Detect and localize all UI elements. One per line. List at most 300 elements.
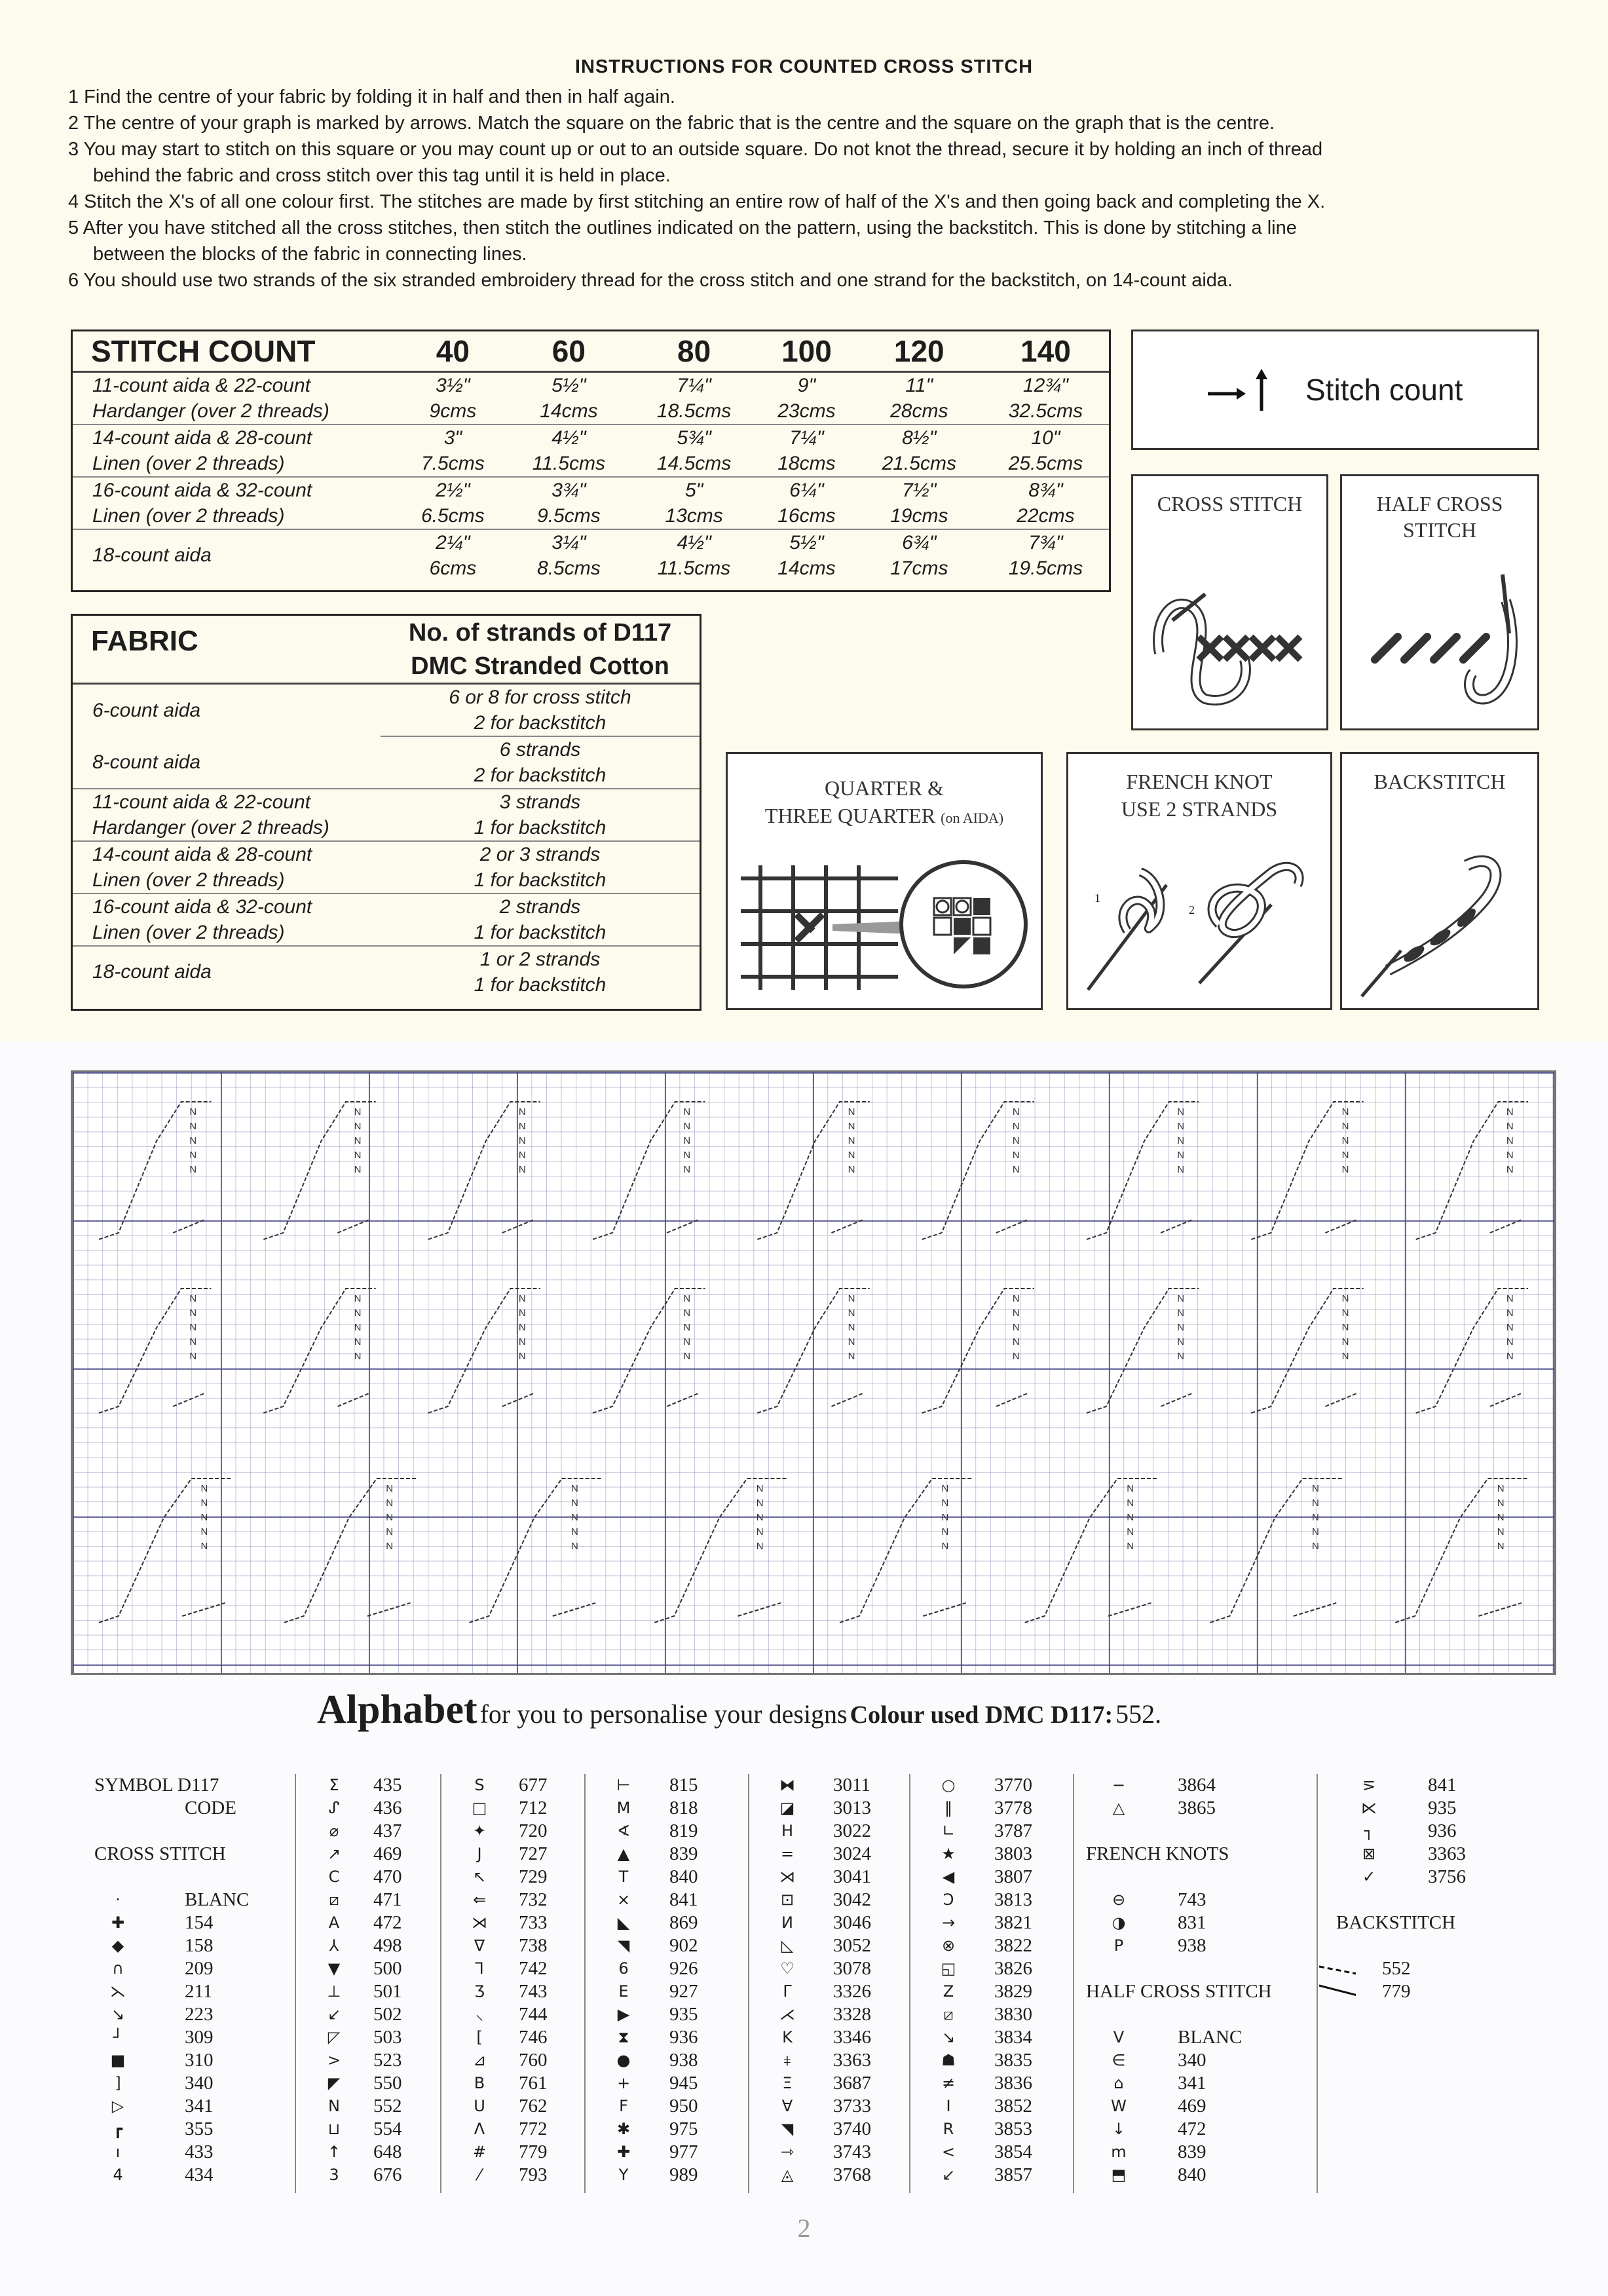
key-header-row — [1073, 1980, 1317, 2003]
key-symbol-icon: H — [781, 1822, 794, 1840]
stitch-symbol: N — [518, 1121, 526, 1132]
cell: 3¼" — [552, 531, 586, 554]
key-row — [295, 1911, 440, 1934]
key-symbol-icon: ⇐ — [472, 1891, 487, 1909]
key-symbol-icon: ◆ — [111, 1936, 124, 1955]
key-symbol-icon: ◥ — [617, 1936, 630, 1955]
cell: 14cms — [507, 398, 631, 424]
key-row — [440, 1820, 584, 1843]
stitch-symbol: N — [1127, 1512, 1134, 1523]
key-symbol-icon: □ — [472, 1799, 487, 1817]
key-symbol-icon: 6 — [618, 1959, 629, 1978]
key-symbol-icon: J — [477, 1845, 482, 1863]
table-row — [73, 789, 700, 815]
key-row — [295, 1774, 440, 1797]
key-header-row — [85, 1797, 295, 1820]
key-symbol-icon: ◺ — [781, 1936, 794, 1955]
stitch-symbol: N — [1012, 1322, 1020, 1333]
key-symbol-icon: ↗ — [327, 1845, 341, 1863]
key-row — [85, 2141, 295, 2164]
table-row — [73, 894, 700, 920]
key-symbol-icon: K — [782, 2028, 793, 2046]
key-row — [85, 1980, 295, 2003]
diagram-caption: USE 2 STRANDS — [1121, 797, 1278, 821]
key-row — [1073, 1797, 1317, 1820]
key-symbol-icon: ⊖ — [1112, 1891, 1126, 1909]
key-row — [85, 2049, 295, 2072]
page-number: 2 — [797, 2213, 811, 2243]
key-row — [85, 2072, 295, 2095]
key-row — [909, 1797, 1073, 1820]
stitch-symbol: N — [1341, 1164, 1349, 1175]
key-symbol-icon: ■ — [110, 2051, 126, 2069]
key-symbol-icon: ≠ — [941, 2074, 956, 2092]
stitch-symbol: N — [571, 1541, 578, 1552]
table-row — [73, 424, 1109, 451]
key-code: 927 — [669, 1981, 698, 2002]
stitch-symbol: N — [518, 1106, 526, 1118]
stitch-symbol: N — [1341, 1135, 1349, 1146]
key-code: 501 — [373, 1981, 402, 2002]
key-row — [440, 1797, 584, 1820]
key-symbol-icon: ◬ — [781, 2166, 794, 2184]
stitch-symbol: N — [386, 1497, 394, 1509]
key-row — [584, 2095, 748, 2118]
stitch-symbol: N — [189, 1351, 197, 1362]
key-symbol-icon: ⸜ — [476, 2005, 483, 2023]
key-symbol-icon: P — [1113, 1936, 1124, 1955]
cell: 8½" — [902, 426, 937, 449]
stitch-symbol: N — [848, 1135, 855, 1146]
key-symbol-icon: ↙ — [327, 2005, 341, 2023]
key-code: 3813 — [994, 1889, 1032, 1910]
key-row — [748, 1797, 909, 1820]
key-symbol-icon: ı — [115, 2143, 121, 2161]
count-header: 140 — [982, 331, 1109, 372]
key-row — [748, 2141, 909, 2164]
key-symbol-icon: S — [474, 1776, 485, 1794]
key-code: 732 — [519, 1889, 548, 1910]
key-code: 3328 — [833, 2004, 871, 2025]
half-cross-illustration — [1355, 561, 1525, 712]
instructions-title: INSTRUCTIONS FOR COUNTED CROSS STITCH — [574, 56, 1034, 77]
stitch-symbol: N — [1012, 1135, 1020, 1146]
cell: 14.5cms — [631, 451, 757, 477]
key-symbol-icon: I — [946, 2097, 951, 2115]
key-symbol-icon: ∟ — [941, 1822, 956, 1840]
half-cross-stitch-diagram — [1340, 474, 1539, 730]
key-symbol-icon: ⋌ — [779, 2005, 795, 2023]
cell: 3" — [443, 426, 462, 449]
key-symbol-icon: ● — [616, 2051, 631, 2069]
key-row — [440, 1911, 584, 1934]
key-code: 3822 — [994, 1935, 1032, 1956]
spacer — [1317, 1934, 1513, 1957]
key-row — [748, 1889, 909, 1911]
key-symbol-icon: △ — [1112, 1799, 1125, 1817]
key-code: 500 — [373, 1958, 402, 1979]
key-code: 841 — [669, 1889, 698, 1910]
key-row — [748, 1957, 909, 1980]
letter-outline — [470, 1478, 603, 1623]
key-code: 760 — [519, 2050, 548, 2071]
quarter-stitch-diagram — [726, 752, 1043, 1010]
stitch-symbol: N — [354, 1308, 362, 1319]
key-symbol-icon: ↘ — [111, 2005, 125, 2023]
key-code: 840 — [669, 1866, 698, 1887]
key-row — [440, 2141, 584, 2164]
stitch-symbol: N — [848, 1106, 855, 1118]
key-symbol-icon: V — [1113, 2028, 1125, 2046]
stitch-symbol: N — [354, 1135, 362, 1146]
stitch-symbol: N — [1012, 1121, 1020, 1132]
key-symbol-icon: ✓ — [1362, 1868, 1376, 1886]
key-row — [295, 2026, 440, 2049]
stitch-symbol: N — [941, 1483, 949, 1494]
stitch-symbol: N — [1497, 1541, 1505, 1552]
key-symbol-icon: ⅂ — [475, 1959, 484, 1978]
cell: 5¾" — [677, 426, 711, 449]
stitch-symbol: N — [1312, 1512, 1319, 1523]
key-row — [295, 2118, 440, 2141]
key-symbol-icon: ◣ — [617, 1913, 630, 1932]
stitch-symbol: N — [683, 1322, 691, 1333]
key-code: 437 — [373, 1820, 402, 1841]
cell: 22cms — [982, 503, 1109, 529]
row-label: Linen (over 2 threads) — [73, 920, 381, 946]
cell: 11.5cms — [507, 451, 631, 477]
stitch-symbol: N — [518, 1351, 526, 1362]
key-row — [295, 1980, 440, 2003]
cell: 2 strands — [499, 895, 581, 918]
alphabet-heading: Alphabet — [317, 1687, 477, 1732]
key-code: 433 — [185, 2141, 214, 2162]
key-row — [584, 2118, 748, 2141]
cross-stitch-diagram — [1131, 474, 1328, 730]
stitch-symbol: N — [1341, 1106, 1349, 1118]
row-label: Hardanger (over 2 threads) — [73, 815, 381, 841]
key-row — [584, 2164, 748, 2187]
key-row — [909, 1911, 1073, 1934]
key-code: 223 — [185, 2004, 214, 2025]
cell: 6.5cms — [399, 503, 507, 529]
diagram-caption: BACKSTITCH — [1374, 770, 1506, 793]
key-symbol-icon: # — [472, 2143, 487, 2161]
stitch-symbol: N — [200, 1512, 208, 1523]
key-code: 3865 — [1178, 1797, 1216, 1818]
key-code: 831 — [1178, 1912, 1206, 1933]
cell: 11" — [905, 374, 933, 396]
key-code: 341 — [1178, 2073, 1206, 2094]
key-row — [85, 1911, 295, 1934]
key-symbol-icon: ◱ — [941, 1959, 956, 1978]
key-row — [1317, 1866, 1513, 1889]
key-code: 743 — [519, 1981, 548, 2002]
cell: 18.5cms — [631, 398, 757, 424]
letter-outline — [1395, 1478, 1528, 1623]
backstitch-diagram — [1340, 752, 1539, 1010]
count-header: 120 — [856, 331, 982, 372]
cell: 2½" — [436, 479, 470, 501]
key-symbol-icon: ⋋ — [110, 1982, 126, 2001]
alphabet-chart-overlay — [73, 1072, 1554, 1673]
key-symbol-icon: ┐ — [1364, 1822, 1374, 1840]
stitch-symbol: N — [189, 1121, 197, 1132]
key-code: 945 — [669, 2073, 698, 2094]
alphabet-chart — [71, 1070, 1556, 1675]
key-symbol-icon: Ξ — [782, 2074, 793, 2092]
key-row — [584, 1820, 748, 1843]
key-code: 3078 — [833, 1958, 871, 1979]
key-row — [440, 2049, 584, 2072]
stitch-symbol: N — [189, 1322, 197, 1333]
cell: 4½" — [677, 531, 711, 554]
key-symbol-icon: ✦ — [472, 1822, 487, 1840]
row-label: Linen (over 2 threads) — [73, 451, 399, 477]
key-code: 935 — [1428, 1797, 1457, 1818]
letter-outline — [284, 1478, 417, 1623]
key-code: 3024 — [833, 1843, 871, 1864]
stitch-symbol: N — [1341, 1308, 1349, 1319]
stitch-symbol: N — [386, 1541, 394, 1552]
key-symbol-icon: ∀ — [781, 2097, 793, 2115]
stitch-symbol: N — [1177, 1164, 1185, 1175]
key-code: 3013 — [833, 1797, 871, 1818]
key-code: 523 — [373, 2050, 402, 2071]
stitch-symbol: N — [1341, 1121, 1349, 1132]
diagram-caption-note: (on AIDA) — [941, 810, 1004, 826]
fabric-header: FABRIC — [73, 616, 381, 684]
stitch-symbol: N — [756, 1497, 764, 1509]
key-code: 552 — [1382, 1958, 1411, 1979]
key-code: 3687 — [833, 2073, 871, 2094]
table-row — [73, 503, 1109, 529]
key-code: 839 — [669, 1843, 698, 1864]
cell: 6 strands — [499, 738, 581, 761]
key-row — [1073, 2095, 1317, 2118]
row-label: 6-count aida — [92, 699, 201, 721]
stitch-symbol: N — [1177, 1308, 1185, 1319]
key-symbol-icon: ◤ — [327, 2074, 341, 2092]
spacer — [1073, 1866, 1317, 1889]
key-code: 3011 — [833, 1775, 870, 1796]
cell: 9cms — [399, 398, 507, 424]
key-symbol-icon: > — [327, 2051, 341, 2069]
key-row — [1073, 1889, 1317, 1911]
key-symbol-icon: R — [943, 2120, 954, 2138]
key-row — [295, 2164, 440, 2187]
row-label: 16-count aida & 32-count — [92, 895, 312, 918]
letter-outline — [840, 1478, 973, 1623]
count-header: 40 — [399, 331, 507, 372]
key-code: 902 — [669, 1935, 698, 1956]
stitch-symbol: N — [1506, 1308, 1514, 1319]
key-code: 3852 — [994, 2096, 1032, 2117]
key-code: 3854 — [994, 2141, 1032, 2162]
key-code: 154 — [185, 1912, 214, 1933]
key-code: 3740 — [833, 2118, 871, 2139]
stitch-symbol: N — [1012, 1150, 1020, 1161]
backstitch-header: BACKSTITCH — [1336, 1912, 1456, 1933]
key-symbol-icon: ] — [115, 2074, 121, 2092]
key-code: 743 — [1178, 1889, 1206, 1910]
stitch-symbol: N — [683, 1121, 691, 1132]
key-code: 472 — [373, 1912, 402, 1933]
key-symbol-icon: − — [1112, 1776, 1126, 1794]
key-symbol-icon: ∈ — [1112, 2051, 1126, 2069]
key-row — [1073, 2049, 1317, 2072]
stitch-symbol: N — [941, 1512, 949, 1523]
key-symbol-icon: ☗ — [941, 2051, 956, 2069]
cell: 7¾" — [1028, 531, 1063, 554]
key-row — [909, 2072, 1073, 2095]
key-symbol-icon: [ — [476, 2028, 483, 2046]
key-symbol-icon: × — [616, 1891, 631, 1909]
stitch-symbol: N — [1012, 1164, 1020, 1175]
stitch-symbol: N — [1506, 1293, 1514, 1304]
key-row — [584, 1934, 748, 1957]
key-row — [748, 1934, 909, 1957]
key-symbol-icon: ⌀ — [329, 1822, 339, 1840]
table-row — [73, 736, 700, 762]
stitch-symbol: N — [1341, 1293, 1349, 1304]
spacer — [1073, 1957, 1317, 1980]
instruction-line: 3 You may start to stitch on this square or you may count up or out to an outside square. Do not knot the thread, secure it by holding an inch of thread — [68, 139, 1323, 160]
stitch-symbol: N — [354, 1336, 362, 1347]
cell: 13cms — [631, 503, 757, 529]
key-column — [85, 1774, 296, 2193]
instruction-line: 2 The centre of your graph is marked by arrows. Match the square on the fabric that is the centre and the square on the graph that is the centre. — [68, 113, 1275, 134]
key-symbol-icon: ⊥ — [327, 1982, 341, 2001]
key-row — [440, 1866, 584, 1889]
key-row — [748, 1774, 909, 1797]
stitch-symbol: N — [1177, 1322, 1185, 1333]
cell: 3¾" — [552, 479, 586, 501]
key-symbol-icon: ▲ — [617, 1845, 630, 1863]
stitch-symbol: N — [848, 1336, 855, 1347]
key-column — [440, 1774, 586, 2193]
alphabet-title — [317, 1687, 1161, 1733]
key-code: 3052 — [833, 1935, 871, 1956]
key-row — [440, 1957, 584, 1980]
key-symbol-icon: ⊢ — [616, 1776, 631, 1794]
stitch-symbol: N — [518, 1336, 526, 1347]
key-symbol-icon: 4 — [113, 2166, 123, 2184]
key-symbol-icon: = — [780, 1845, 795, 1863]
key-header-row — [85, 1843, 295, 1866]
key-symbol-icon: ⋝ — [1362, 1776, 1376, 1794]
row-label: 11-count aida & 22-count — [92, 374, 311, 396]
key-symbol-icon: ◪ — [779, 1799, 795, 1817]
key-code: 3807 — [994, 1866, 1032, 1887]
stitch-symbol: N — [1177, 1293, 1185, 1304]
stitch-count-label: Stitch count — [1305, 373, 1463, 407]
cell: 2¼" — [436, 531, 470, 554]
stitch-symbol: N — [1127, 1526, 1134, 1537]
table-row — [73, 946, 700, 972]
key-symbol-icon: ⧄ — [329, 1891, 339, 1909]
key-row — [1073, 2026, 1317, 2049]
stitch-symbol: N — [518, 1164, 526, 1175]
key-symbol-icon: C — [328, 1868, 340, 1886]
backstitch-illustration — [1355, 826, 1525, 1003]
key-code: 720 — [519, 1820, 548, 1841]
key-code: 340 — [1178, 2050, 1206, 2071]
cell: 1 for backstitch — [381, 815, 700, 841]
key-symbol-icon: ∢ — [616, 1822, 631, 1840]
stitch-symbol: N — [1012, 1106, 1020, 1118]
key-code: 818 — [669, 1797, 698, 1818]
key-symbol-icon: F — [619, 2097, 628, 2115]
french-knots-header: FRENCH KNOTS — [1086, 1843, 1229, 1864]
symbol-header: SYMBOL D117 — [94, 1775, 219, 1796]
key-column — [584, 1774, 749, 2193]
key-symbol-icon: ⧓ — [779, 1776, 795, 1794]
key-symbol-icon: Ↄ — [943, 1891, 954, 1909]
stitch-symbol: N — [1177, 1336, 1185, 1347]
cell: 32.5cms — [982, 398, 1109, 424]
stitch-symbol: N — [1012, 1336, 1020, 1347]
key-symbol-icon: ⊔ — [327, 2120, 341, 2138]
key-code: 738 — [519, 1935, 548, 1956]
key-header-row — [85, 1774, 295, 1797]
stitch-symbol: N — [354, 1106, 362, 1118]
key-code: BLANC — [1178, 2027, 1243, 2048]
key-code: 469 — [1178, 2096, 1206, 2117]
row-label: 16-count aida & 32-count — [92, 479, 312, 501]
key-symbol-icon: ⁄ — [477, 2166, 481, 2184]
key-row — [440, 2118, 584, 2141]
key-symbol-icon: ⊠ — [1362, 1845, 1376, 1863]
stitch-symbol: N — [941, 1541, 949, 1552]
key-symbol-icon: Ʒ — [474, 1982, 485, 2001]
key-row — [440, 1774, 584, 1797]
key-code: 3733 — [833, 2096, 871, 2117]
key-column — [1073, 1774, 1318, 2193]
key-code: 729 — [519, 1866, 548, 1887]
key-symbol-icon: ○ — [941, 1776, 956, 1794]
cell: 7.5cms — [399, 451, 507, 477]
key-code: 989 — [669, 2164, 698, 2185]
stitch-symbol: N — [1177, 1135, 1185, 1146]
key-column — [909, 1774, 1074, 2193]
key-code: 435 — [373, 1775, 402, 1796]
key-symbol-icon: N — [328, 2097, 340, 2115]
cell: 1 or 2 strands — [479, 948, 601, 970]
key-symbol-icon: ↙ — [941, 2166, 956, 2184]
key-row — [909, 1934, 1073, 1957]
table-row — [73, 841, 700, 867]
key-code: 209 — [185, 1958, 214, 1979]
strands-header: DMC Stranded Cotton — [381, 650, 700, 684]
letter-outline — [1025, 1478, 1158, 1623]
table-row — [73, 451, 1109, 477]
cell: 12¾" — [1022, 374, 1068, 396]
step-number: 2 — [1189, 903, 1195, 916]
key-row — [748, 1866, 909, 1889]
cell: 19.5cms — [1008, 557, 1083, 579]
key-code: 3346 — [833, 2027, 871, 2048]
key-code: 469 — [373, 1843, 402, 1864]
key-code: 3835 — [994, 2050, 1032, 2071]
cell: 5" — [684, 479, 703, 501]
key-symbol-icon: ⧧ — [783, 2051, 792, 2069]
key-column — [748, 1774, 910, 2193]
table-row — [73, 477, 1109, 503]
key-row — [584, 1843, 748, 1866]
key-symbol-icon: Σ — [329, 1776, 339, 1794]
stitch-symbol: N — [518, 1322, 526, 1333]
